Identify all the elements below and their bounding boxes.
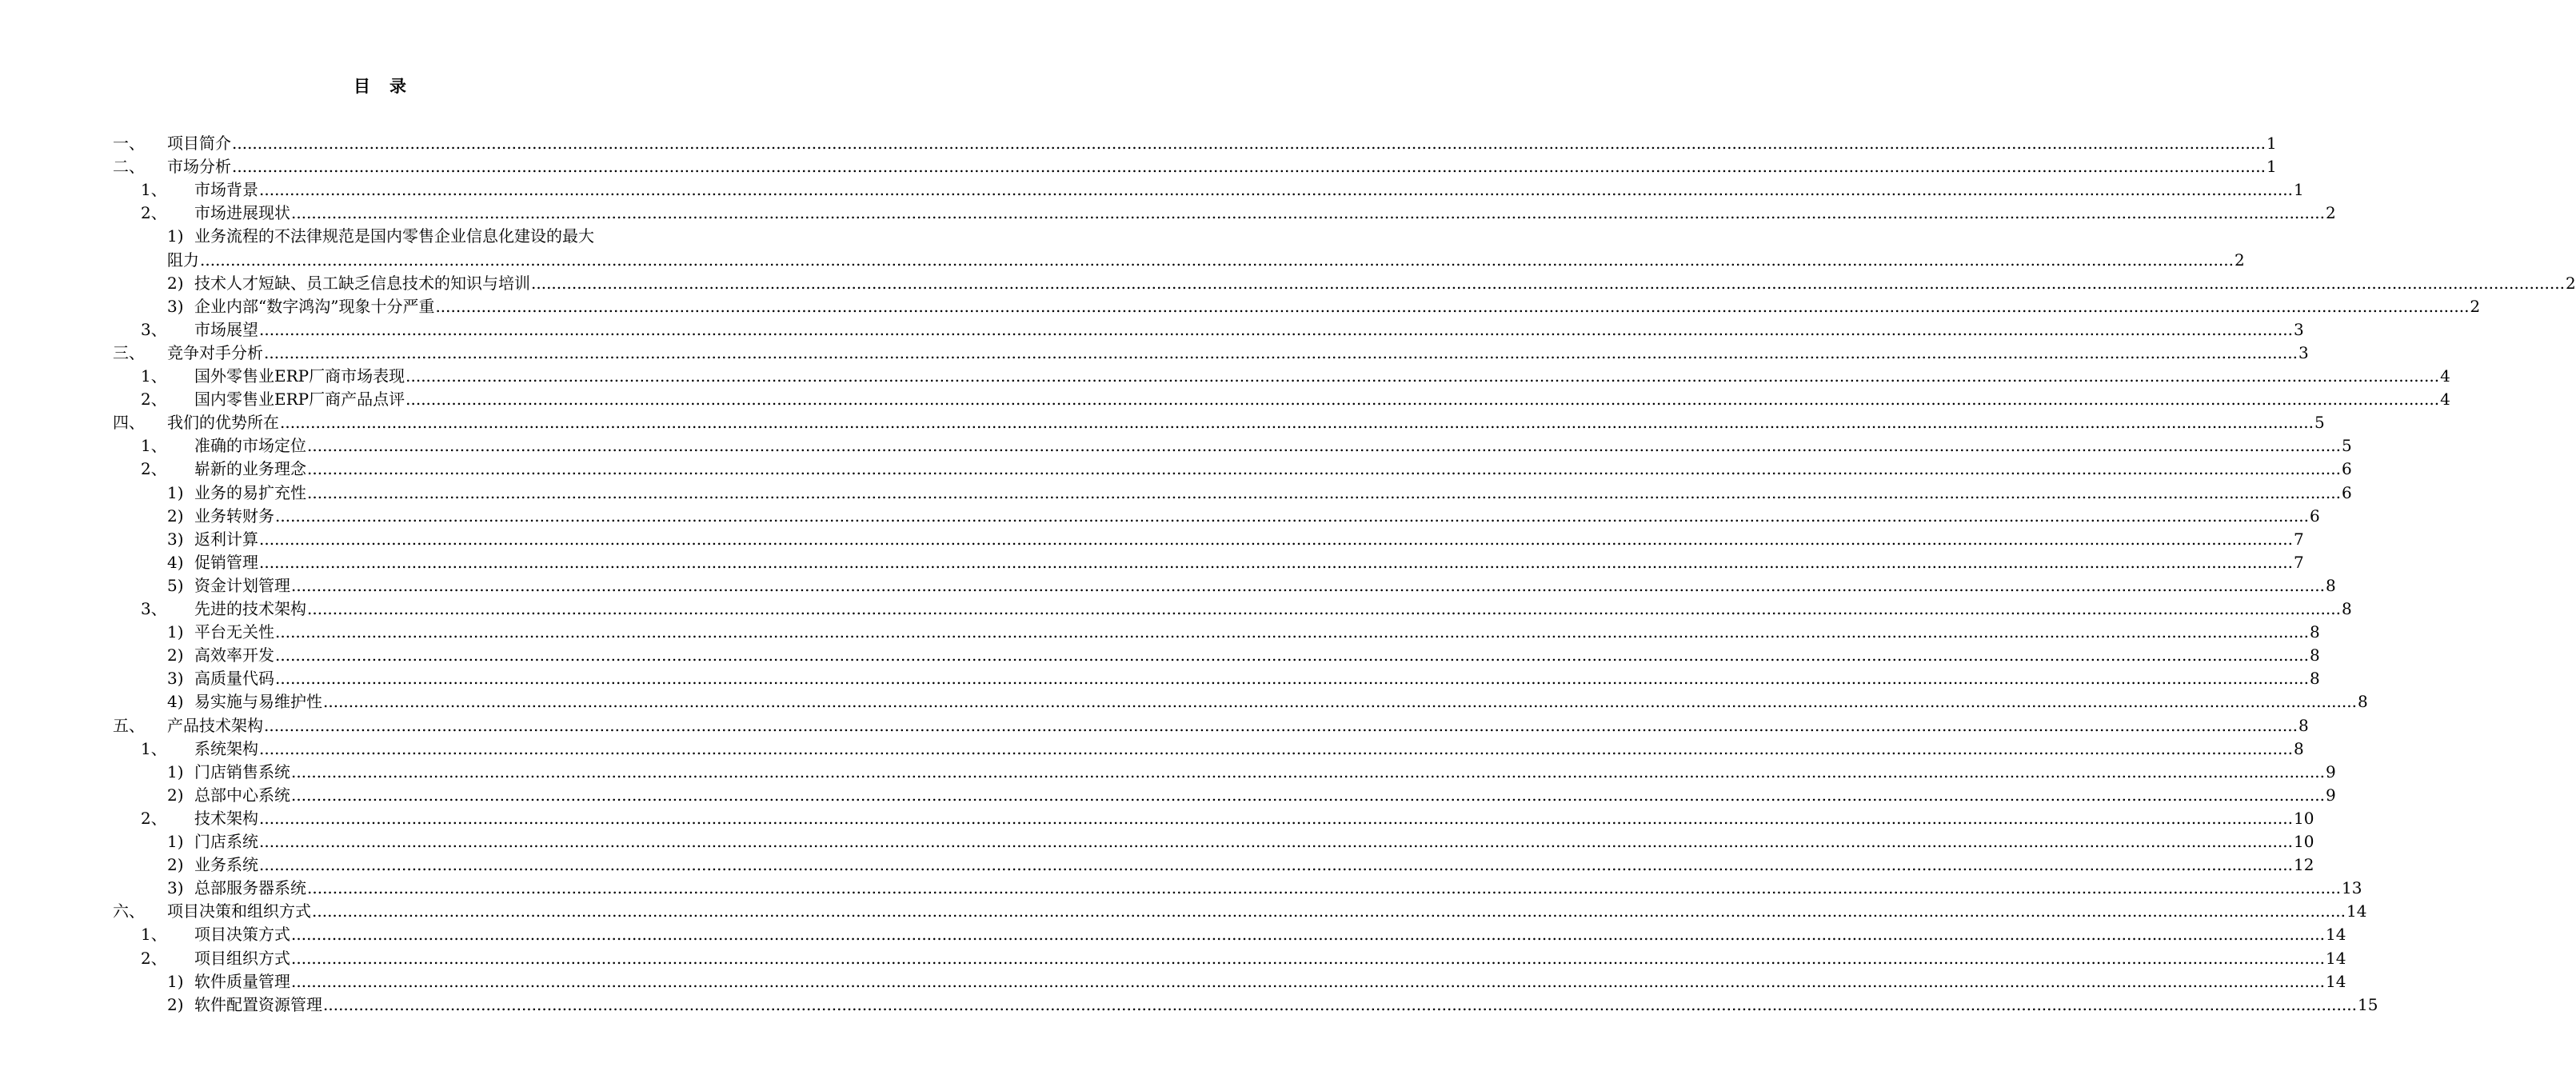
toc-entry-number: 1) xyxy=(167,832,184,851)
toc-entry-page: 14 xyxy=(2325,948,2346,968)
toc-entry[interactable] xyxy=(0,178,2304,202)
leader-dots: ................................................................................................................................................................................................................................................................................................................................................................................................................ xyxy=(307,459,2341,479)
toc-entry-line xyxy=(167,411,2325,434)
toc-entry-title: 项目组织方式 xyxy=(194,948,290,968)
toc-entry-number: 5) xyxy=(167,575,184,595)
toc-entry-page: 5 xyxy=(2314,413,2325,433)
toc-entry-title: 易实施与易维护性 xyxy=(194,692,322,712)
toc-entry-title: 软件质量管理 xyxy=(194,971,290,991)
toc-entry-line xyxy=(167,714,2309,737)
toc-entry-line xyxy=(194,597,2352,621)
toc-entry-line xyxy=(194,807,2314,830)
toc-entry-title: 返利计算 xyxy=(194,529,258,549)
toc-entry-number: 2) xyxy=(167,785,184,805)
toc-entry-title: 平台无关性 xyxy=(194,622,274,642)
toc-entry-title: 企业内部“数字鸿沟”现象十分严重 xyxy=(194,296,435,316)
toc-entry-number: 2) xyxy=(167,506,184,526)
toc-entry-number: 五、 xyxy=(113,715,145,735)
toc-entry[interactable] xyxy=(0,434,2352,458)
toc-entry-line xyxy=(194,923,2346,946)
toc-entry-title: 业务系统 xyxy=(194,855,258,875)
leader-dots: ................................................................................................................................................................................................................................................................................................................................................................................................................ xyxy=(259,529,2293,549)
toc-entry-line xyxy=(194,295,2481,318)
toc-entry-number: 2) xyxy=(167,994,184,1014)
toc-entry[interactable] xyxy=(0,505,2320,528)
toc-entry-page: 14 xyxy=(2346,901,2367,921)
leader-dots: ................................................................................................................................................................................................................................................................................................................................................................................................................ xyxy=(405,366,2440,386)
leader-dots: ................................................................................................................................................................................................................................................................................................................................................................................................................ xyxy=(405,390,2440,410)
leader-dots: ................................................................................................................................................................................................................................................................................................................................................................................................................ xyxy=(275,622,2309,642)
toc-entry-line xyxy=(194,202,2336,225)
leader-dots: ................................................................................................................................................................................................................................................................................................................................................................................................................ xyxy=(232,157,2266,177)
toc-entry-line xyxy=(194,690,2368,713)
toc-entry-page: 2 xyxy=(2234,250,2245,270)
toc-entry-number: 3) xyxy=(167,878,184,898)
toc-entry-line xyxy=(194,434,2352,458)
toc-entry-title: 高效率开发 xyxy=(194,645,274,665)
toc-entry-number: 3) xyxy=(167,529,184,549)
toc-entry-number: 四、 xyxy=(113,413,145,433)
leader-dots: ................................................................................................................................................................................................................................................................................................................................................................................................................ xyxy=(280,413,2314,433)
toc-entry-page: 14 xyxy=(2325,925,2346,945)
toc-entry-page: 8 xyxy=(2309,669,2320,689)
toc-entry-title: 促销管理 xyxy=(194,552,258,572)
toc-entry-line xyxy=(167,342,2309,365)
toc-entry-page: 7 xyxy=(2293,552,2304,572)
toc-entry[interactable] xyxy=(0,388,2450,411)
leader-dots: ................................................................................................................................................................................................................................................................................................................................................................................................................ xyxy=(307,878,2341,898)
toc-entry-number: 2、 xyxy=(141,203,167,223)
toc-entry-page: 8 xyxy=(2309,645,2320,665)
toc-entry-line xyxy=(167,900,2367,923)
toc-entry[interactable] xyxy=(0,784,2336,807)
toc-entry[interactable] xyxy=(0,597,2352,621)
toc-entry-number: 1、 xyxy=(141,738,167,758)
toc-entry-page: 2 xyxy=(2470,296,2481,316)
toc-entry-page: 14 xyxy=(2325,971,2346,991)
toc-entry-continuation xyxy=(0,249,2245,272)
toc-entry-number: 1、 xyxy=(141,436,167,456)
toc-entry-number: 3) xyxy=(167,669,184,689)
toc-entry-title: 市场分析 xyxy=(167,157,231,177)
toc-entry-line xyxy=(194,877,2362,900)
toc-entry-line xyxy=(194,272,2576,295)
toc-entry-page: 15 xyxy=(2357,994,2378,1014)
toc-entry[interactable] xyxy=(0,318,2304,342)
toc-entry-number: 2) xyxy=(167,855,184,875)
toc-entry-line xyxy=(194,644,2320,667)
toc-entry-line xyxy=(194,621,2320,644)
toc-entry-title: 总部中心系统 xyxy=(194,785,290,805)
toc-entry-line xyxy=(194,853,2314,877)
leader-dots: ................................................................................................................................................................................................................................................................................................................................................................................................................ xyxy=(259,319,2293,339)
toc-entry-page: 6 xyxy=(2341,459,2352,479)
toc-entry-page: 8 xyxy=(2309,622,2320,642)
toc-entry-page: 2 xyxy=(2565,273,2576,293)
toc-entry-number: 1) xyxy=(167,622,184,642)
leader-dots: ................................................................................................................................................................................................................................................................................................................................................................................................................ xyxy=(275,645,2309,665)
toc-entry-title: 国外零售业ERP厂商市场表现 xyxy=(194,366,405,386)
toc-entry-line xyxy=(194,947,2346,970)
toc-entry-number: 1) xyxy=(167,761,184,781)
toc-entry-number: 1) xyxy=(167,971,184,991)
toc-entry-title: 业务转财务 xyxy=(194,506,274,526)
toc-entry-title: 业务流程的不法律规范是国内零售企业信息化建设的最大 xyxy=(194,226,594,246)
toc-entry-title: 门店系统 xyxy=(194,832,258,851)
toc-entry-line xyxy=(194,784,2336,807)
toc-entry-title: 项目决策和组织方式 xyxy=(167,901,311,921)
toc-entry-page: 1 xyxy=(2266,157,2277,177)
toc-entry-title: 资金计划管理 xyxy=(194,575,290,595)
toc-entry-title: 总部服务器系统 xyxy=(194,878,306,898)
toc-entry-number: 4) xyxy=(167,552,184,572)
toc-entry[interactable] xyxy=(0,365,2450,388)
leader-dots: ................................................................................................................................................................................................................................................................................................................................................................................................................ xyxy=(259,808,2293,828)
leader-dots: ................................................................................................................................................................................................................................................................................................................................................................................................................ xyxy=(259,855,2293,875)
toc-entry[interactable] xyxy=(0,132,2277,155)
toc-entry[interactable] xyxy=(0,225,760,248)
toc-entry-title: 竞争对手分析 xyxy=(167,342,263,362)
toc-entry[interactable] xyxy=(0,574,2336,597)
toc-entry-page: 10 xyxy=(2293,808,2314,828)
toc-entry-number: 一、 xyxy=(113,134,145,153)
toc-entry-title: 高质量代码 xyxy=(194,669,274,689)
toc-entry-line xyxy=(194,365,2450,388)
toc-entry-title: 国内零售业ERP厂商产品点评 xyxy=(194,390,405,410)
leader-dots: ................................................................................................................................................................................................................................................................................................................................................................................................................ xyxy=(307,599,2341,618)
toc-entry-number: 2、 xyxy=(141,459,167,479)
toc-entry-number: 2) xyxy=(167,645,184,665)
toc-entry[interactable] xyxy=(0,295,2481,318)
toc-entry[interactable] xyxy=(0,690,2368,713)
toc-entry[interactable] xyxy=(0,458,2352,481)
toc-entry-title-cont: 阻力 xyxy=(167,250,199,270)
leader-dots: ................................................................................................................................................................................................................................................................................................................................................................................................................ xyxy=(275,506,2309,526)
leader-dots: ................................................................................................................................................................................................................................................................................................................................................................................................................ xyxy=(291,785,2325,805)
toc-entry-number: 3、 xyxy=(141,599,167,618)
toc-entry[interactable] xyxy=(0,714,2309,737)
leader-dots: ................................................................................................................................................................................................................................................................................................................................................................................................................ xyxy=(307,436,2341,456)
toc-entry-title: 项目简介 xyxy=(167,134,231,153)
leader-dots: ................................................................................................................................................................................................................................................................................................................................................................................................................ xyxy=(264,342,2298,362)
toc-entry-page: 8 xyxy=(2298,715,2309,735)
toc-entry-title: 项目决策方式 xyxy=(194,925,290,945)
leader-dots: ................................................................................................................................................................................................................................................................................................................................................................................................................ xyxy=(323,994,2357,1014)
leader-dots: ................................................................................................................................................................................................................................................................................................................................................................................................................ xyxy=(259,552,2293,572)
toc-entry-line xyxy=(194,737,2304,761)
toc-entry-number: 3、 xyxy=(141,319,167,339)
toc-entry-title: 我们的优势所在 xyxy=(167,413,279,433)
toc-entry-title: 门店销售系统 xyxy=(194,761,290,781)
toc-entry-page: 8 xyxy=(2293,738,2304,758)
leader-dots: ................................................................................................................................................................................................................................................................................................................................................................................................................ xyxy=(264,715,2298,735)
leader-dots: ................................................................................................................................................................................................................................................................................................................................................................................................................ xyxy=(200,250,2234,270)
leader-dots: ................................................................................................................................................................................................................................................................................................................................................................................................................ xyxy=(291,575,2325,595)
toc-entry-line xyxy=(194,318,2304,342)
toc-entry[interactable] xyxy=(0,482,2352,505)
toc-entry-number: 2、 xyxy=(141,948,167,968)
toc-entry-page: 2 xyxy=(2325,203,2336,223)
leader-dots: ................................................................................................................................................................................................................................................................................................................................................................................................................ xyxy=(531,273,2565,293)
toc-entry[interactable] xyxy=(0,155,2277,178)
toc-entry-page: 6 xyxy=(2309,506,2320,526)
toc-entry-line xyxy=(194,388,2450,411)
toc-entry[interactable] xyxy=(0,923,2346,946)
toc-entry-page: 1 xyxy=(2266,134,2277,153)
toc-entry[interactable] xyxy=(0,807,2314,830)
toc-entry-title: 准确的市场定位 xyxy=(194,436,306,456)
toc-entry-line xyxy=(194,505,2320,528)
leader-dots: ................................................................................................................................................................................................................................................................................................................................................................................................................ xyxy=(232,134,2266,153)
toc-entry[interactable] xyxy=(0,621,2320,644)
toc-entry[interactable] xyxy=(0,551,2304,574)
toc-entry-page: 6 xyxy=(2341,482,2352,502)
toc-entry-title: 产品技术架构 xyxy=(167,715,263,735)
toc-entry-line xyxy=(194,528,2304,551)
toc-entry[interactable] xyxy=(0,761,2336,784)
leader-dots: ................................................................................................................................................................................................................................................................................................................................................................................................................ xyxy=(291,971,2325,991)
leader-dots: ................................................................................................................................................................................................................................................................................................................................................................................................................ xyxy=(259,832,2293,851)
leader-dots: ................................................................................................................................................................................................................................................................................................................................................................................................................ xyxy=(291,203,2325,223)
toc-entry-page: 5 xyxy=(2341,436,2352,456)
toc-entry[interactable] xyxy=(0,411,2325,434)
toc-entry-page: 10 xyxy=(2293,832,2314,851)
toc-entry[interactable] xyxy=(0,644,2320,667)
toc-entry-number: 2、 xyxy=(141,390,167,410)
leader-dots: ................................................................................................................................................................................................................................................................................................................................................................................................................ xyxy=(307,482,2341,502)
toc-entry[interactable] xyxy=(0,342,2309,365)
toc-entry-line xyxy=(194,667,2320,690)
toc-entry-title: 市场进展现状 xyxy=(194,203,290,223)
toc-entry-line xyxy=(194,482,2352,505)
toc-entry-number: 3) xyxy=(167,296,184,316)
toc-entry-page: 4 xyxy=(2440,366,2450,386)
toc-entry-page: 9 xyxy=(2325,785,2336,805)
leader-dots: ................................................................................................................................................................................................................................................................................................................................................................................................................ xyxy=(291,925,2325,945)
toc-entry-line xyxy=(167,132,2277,155)
toc-entry-title: 软件配置资源管理 xyxy=(194,994,322,1014)
toc-entry-page: 4 xyxy=(2440,390,2450,410)
toc-entry-title: 市场展望 xyxy=(194,319,258,339)
toc-entry-number: 三、 xyxy=(113,342,145,362)
toc-entry-title: 崭新的业务理念 xyxy=(194,459,306,479)
toc-entry-line xyxy=(194,178,2304,202)
toc-entry-number: 2、 xyxy=(141,808,167,828)
toc-entry[interactable] xyxy=(0,993,2378,1017)
toc-entry[interactable] xyxy=(0,877,2362,900)
leader-dots: ................................................................................................................................................................................................................................................................................................................................................................................................................ xyxy=(291,761,2325,781)
leader-dots: ................................................................................................................................................................................................................................................................................................................................................................................................................ xyxy=(259,738,2293,758)
toc-entry-line xyxy=(194,970,2346,993)
toc-entry[interactable] xyxy=(0,900,2367,923)
toc-entry-line xyxy=(167,249,2245,272)
page-title: 目录 xyxy=(353,76,425,96)
toc-entry-page: 8 xyxy=(2357,692,2368,712)
toc-entry-line xyxy=(194,761,2336,784)
leader-dots: ................................................................................................................................................................................................................................................................................................................................................................................................................ xyxy=(323,692,2357,712)
toc-entry-line xyxy=(194,458,2352,481)
toc-entry[interactable] xyxy=(0,528,2304,551)
toc-entry-page: 13 xyxy=(2341,878,2362,898)
toc-entry-page: 9 xyxy=(2325,761,2336,781)
leader-dots: ................................................................................................................................................................................................................................................................................................................................................................................................................ xyxy=(259,180,2293,200)
toc-entry-number: 1、 xyxy=(141,180,167,200)
toc-entry-title: 先进的技术架构 xyxy=(194,599,306,618)
toc-entry-page: 8 xyxy=(2325,575,2336,595)
toc-entry-line xyxy=(194,993,2378,1017)
toc-entry-line xyxy=(167,155,2277,178)
toc-entry[interactable] xyxy=(0,970,2346,993)
toc-entry-page: 3 xyxy=(2293,319,2304,339)
toc-entry-line xyxy=(194,551,2304,574)
toc-entry-title: 市场背景 xyxy=(194,180,258,200)
toc-entry-line xyxy=(194,830,2314,853)
toc-entry-page: 1 xyxy=(2293,180,2304,200)
toc-entry-number: 1) xyxy=(167,226,184,246)
leader-dots: ................................................................................................................................................................................................................................................................................................................................................................................................................ xyxy=(312,901,2346,921)
toc-entry[interactable] xyxy=(0,853,2314,877)
toc-entry[interactable] xyxy=(0,272,2576,295)
toc-entry-page: 12 xyxy=(2293,855,2314,875)
toc-entry[interactable] xyxy=(0,737,2304,761)
toc-entry-number: 4) xyxy=(167,692,184,712)
toc-entry-title: 技术人才短缺、员工缺乏信息技术的知识与培训 xyxy=(194,273,530,293)
toc-entry-number: 六、 xyxy=(113,901,145,921)
toc-entry-number: 1、 xyxy=(141,366,167,386)
toc-entry-number: 二、 xyxy=(113,157,145,177)
toc-entry-number: 2) xyxy=(167,273,184,293)
leader-dots: ................................................................................................................................................................................................................................................................................................................................................................................................................ xyxy=(435,296,2470,316)
toc-entry-title: 业务的易扩充性 xyxy=(194,482,306,502)
toc-entry[interactable] xyxy=(0,202,2336,225)
toc-entry[interactable] xyxy=(0,947,2346,970)
toc-entry-page: 8 xyxy=(2341,599,2352,618)
toc-entry-title: 技术架构 xyxy=(194,808,258,828)
toc-entry[interactable] xyxy=(0,667,2320,690)
toc-entry-title: 系统架构 xyxy=(194,738,258,758)
toc-entry-line xyxy=(194,574,2336,597)
toc-entry-page: 7 xyxy=(2293,529,2304,549)
leader-dots: ................................................................................................................................................................................................................................................................................................................................................................................................................ xyxy=(291,948,2325,968)
toc-entry-number: 1、 xyxy=(141,925,167,945)
toc-entry[interactable] xyxy=(0,830,2314,853)
toc-entry-page: 3 xyxy=(2298,342,2309,362)
toc-entry-number: 1) xyxy=(167,482,184,502)
leader-dots: ................................................................................................................................................................................................................................................................................................................................................................................................................ xyxy=(275,669,2309,689)
